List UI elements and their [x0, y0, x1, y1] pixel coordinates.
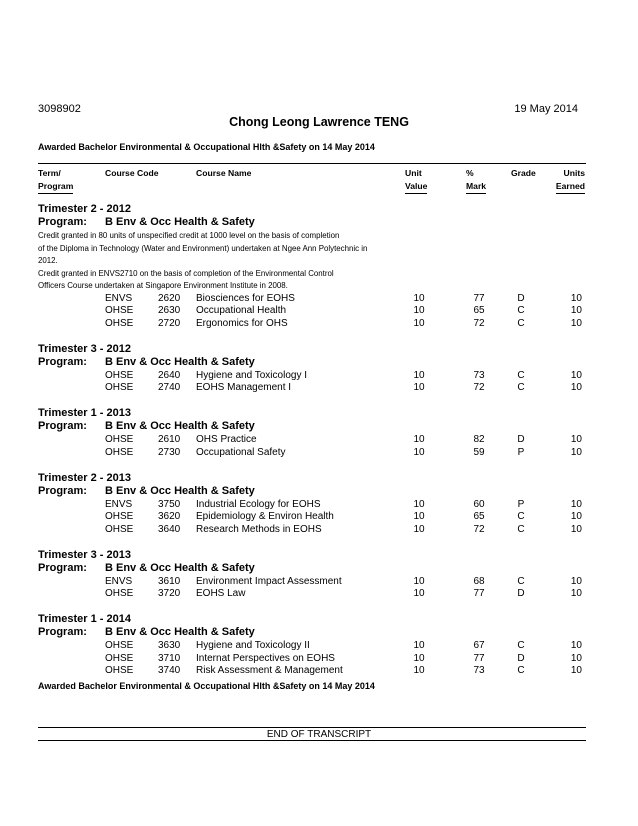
course-subject: ENVS [105, 292, 133, 304]
col-earned: Earned [556, 180, 585, 194]
course-name: EOHS Law [196, 588, 246, 599]
col-mark: Mark [466, 180, 486, 194]
percent-mark: 67 [473, 640, 485, 651]
course-name: Biosciences for EOHS [196, 292, 295, 304]
program-name: B Env & Occ Health & Safety [105, 355, 255, 368]
percent-mark: 72 [473, 523, 485, 535]
course-number: 2730 [158, 446, 181, 458]
course-name: EOHS Management I [196, 382, 292, 393]
course-number: 3720 [158, 588, 181, 599]
term-title: Trimester 3 - 2012 [38, 342, 131, 355]
course-number: 2620 [158, 292, 181, 304]
units-earned: 10 [570, 588, 582, 599]
unit-value: 10 [413, 588, 425, 599]
course-subject: OHSE [105, 369, 134, 381]
footer-rule-bottom [38, 740, 586, 741]
grade: C [517, 382, 525, 393]
unit-value: 10 [413, 665, 425, 676]
col-term: Term/ [38, 168, 61, 178]
units-earned: 10 [570, 575, 582, 587]
course-number: 2740 [158, 382, 181, 393]
units-earned: 10 [570, 434, 582, 445]
grade: C [517, 317, 525, 329]
grade: D [517, 588, 525, 599]
course-subject: OHSE [105, 640, 134, 651]
percent-mark: 77 [473, 652, 485, 664]
unit-value: 10 [413, 652, 425, 664]
units-earned: 10 [570, 446, 582, 458]
units-earned: 10 [570, 369, 582, 381]
course-row [0, 587, 638, 600]
course-number: 3710 [158, 652, 181, 664]
percent-mark: 72 [473, 382, 485, 393]
unit-value: 10 [413, 292, 425, 304]
course-row [0, 652, 638, 665]
percent-mark: 73 [473, 665, 485, 676]
student-id: 3098902 [38, 103, 81, 115]
unit-value: 10 [413, 317, 425, 329]
units-earned: 10 [570, 382, 582, 393]
units-earned: 10 [570, 665, 582, 676]
course-subject: OHSE [105, 305, 134, 316]
course-subject: OHSE [105, 523, 134, 535]
course-row [0, 317, 638, 330]
course-row [0, 639, 638, 652]
program-name: B Env & Occ Health & Safety [105, 561, 255, 574]
program-label: Program: [38, 626, 87, 638]
course-number: 2630 [158, 305, 181, 316]
course-subject: OHSE [105, 665, 134, 676]
course-number: 3750 [158, 498, 181, 510]
course-number: 3640 [158, 523, 181, 535]
course-subject: OHSE [105, 317, 134, 329]
course-subject: OHSE [105, 446, 134, 458]
units-earned: 10 [570, 305, 582, 316]
credit-note-line: Officers Course undertaken at Singapore Environment Institute in 2008. [38, 281, 288, 290]
course-row [0, 510, 638, 523]
unit-value: 10 [413, 575, 425, 587]
course-name: Industrial Ecology for EOHS [196, 498, 321, 510]
course-number: 2610 [158, 434, 181, 445]
percent-mark: 82 [473, 434, 485, 445]
units-earned: 10 [570, 652, 582, 664]
course-number: 3630 [158, 640, 181, 651]
course-row [0, 433, 638, 446]
course-subject: OHSE [105, 382, 134, 393]
units-earned: 10 [570, 292, 582, 304]
course-name: Hygiene and Toxicology II [196, 640, 310, 651]
end-of-transcript: END OF TRANSCRIPT [266, 729, 372, 740]
units-earned: 10 [570, 640, 582, 651]
program-label: Program: [38, 420, 87, 432]
course-number: 3610 [158, 575, 181, 587]
credit-note-line: Credit granted in ENVS2710 on the basis of completion of the Environmental Control [38, 268, 334, 278]
course-name: Hygiene and Toxicology I [196, 369, 307, 381]
unit-value: 10 [413, 640, 425, 651]
grade: C [517, 305, 525, 316]
grade: C [517, 523, 525, 535]
unit-value: 10 [413, 523, 425, 535]
col-percent: % [466, 168, 474, 178]
course-subject: OHSE [105, 588, 134, 599]
percent-mark: 68 [473, 575, 485, 587]
unit-value: 10 [413, 498, 425, 510]
course-subject: ENVS [105, 498, 133, 510]
course-name: Risk Assessment & Management [196, 665, 343, 676]
course-name: OHS Practice [196, 434, 257, 445]
percent-mark: 73 [473, 369, 485, 381]
course-row [0, 446, 638, 459]
unit-value: 10 [413, 511, 425, 522]
term-title: Trimester 2 - 2013 [38, 471, 131, 484]
grade: C [517, 575, 525, 587]
course-name: Research Methods in EOHS [196, 523, 322, 535]
grade: D [517, 652, 525, 664]
grade: C [517, 665, 525, 676]
col-course-code: Course Code [105, 168, 159, 178]
transcript-date: 19 May 2014 [514, 103, 578, 115]
course-name: Ergonomics for OHS [196, 317, 288, 329]
course-number: 2720 [158, 317, 181, 329]
course-row [0, 523, 638, 536]
program-name: B Env & Occ Health & Safety [105, 626, 255, 638]
course-subject: OHSE [105, 511, 134, 522]
percent-mark: 59 [473, 446, 485, 458]
units-earned: 10 [570, 523, 582, 535]
course-row [0, 304, 638, 317]
award-line-top: Awarded Bachelor Environmental & Occupational Hlth &Safety on 14 May 2014 [38, 142, 375, 152]
units-earned: 10 [570, 511, 582, 522]
grade: C [517, 640, 525, 651]
program-label: Program: [38, 561, 87, 574]
grade: D [517, 434, 525, 445]
course-subject: OHSE [105, 652, 134, 664]
unit-value: 10 [413, 369, 425, 381]
term-title: Trimester 1 - 2014 [38, 613, 131, 625]
col-unit: Unit [405, 168, 422, 178]
course-row [0, 381, 638, 394]
units-earned: 10 [570, 498, 582, 510]
course-subject: OHSE [105, 434, 134, 445]
percent-mark: 77 [473, 292, 485, 304]
unit-value: 10 [413, 305, 425, 316]
percent-mark: 77 [473, 588, 485, 599]
program-label: Program: [38, 355, 87, 368]
units-earned: 10 [570, 317, 582, 329]
course-name: Epidemiology & Environ Health [196, 511, 334, 522]
course-name: Occupational Safety [196, 446, 286, 458]
course-number: 2640 [158, 369, 181, 381]
course-row [0, 369, 638, 382]
course-name: Internat Perspectives on EOHS [196, 652, 335, 664]
course-row [0, 575, 638, 588]
program-name: B Env & Occ Health & Safety [105, 420, 255, 432]
course-row [0, 498, 638, 511]
course-subject: ENVS [105, 575, 133, 587]
unit-value: 10 [413, 446, 425, 458]
percent-mark: 72 [473, 317, 485, 329]
program-label: Program: [38, 216, 87, 228]
percent-mark: 65 [473, 511, 485, 522]
col-value: Value [405, 180, 427, 194]
unit-value: 10 [413, 434, 425, 445]
course-name: Occupational Health [196, 305, 287, 316]
term-title: Trimester 2 - 2012 [38, 203, 131, 215]
grade: C [517, 511, 525, 522]
col-program: Program [38, 180, 73, 194]
header-rule-top [38, 163, 586, 164]
grade: P [517, 498, 525, 510]
footer-rule-top [38, 727, 586, 728]
course-number: 3740 [158, 665, 181, 676]
program-name: B Env & Occ Health & Safety [105, 216, 255, 228]
grade: D [517, 292, 525, 304]
student-name: Chong Leong Lawrence TENG [229, 115, 409, 129]
program-name: B Env & Occ Health & Safety [105, 484, 255, 497]
award-line-bottom: Awarded Bachelor Environmental & Occupational Hlth &Safety on 14 May 2014 [38, 681, 375, 691]
percent-mark: 60 [473, 498, 485, 510]
col-course-name: Course Name [196, 168, 252, 178]
course-row [0, 292, 638, 305]
course-name: Environment Impact Assessment [196, 575, 342, 587]
credit-note-line: 2012. [38, 256, 58, 265]
grade: C [517, 369, 525, 381]
percent-mark: 65 [473, 305, 485, 316]
grade: P [517, 446, 525, 458]
credit-note-line: of the Diploma in Technology (Water and Environment) undertaken at Ngee Ann Polytechnic in [38, 243, 368, 253]
unit-value: 10 [413, 382, 425, 393]
course-row [0, 664, 638, 677]
col-units: Units [563, 168, 585, 178]
term-title: Trimester 1 - 2013 [38, 407, 131, 419]
term-title: Trimester 3 - 2013 [38, 548, 131, 561]
course-number: 3620 [158, 511, 181, 522]
program-label: Program: [38, 484, 87, 497]
credit-note-line: Credit granted in 80 units of unspecified credit at 1000 level on the basis of completion [38, 231, 340, 240]
col-grade: Grade [511, 168, 536, 178]
